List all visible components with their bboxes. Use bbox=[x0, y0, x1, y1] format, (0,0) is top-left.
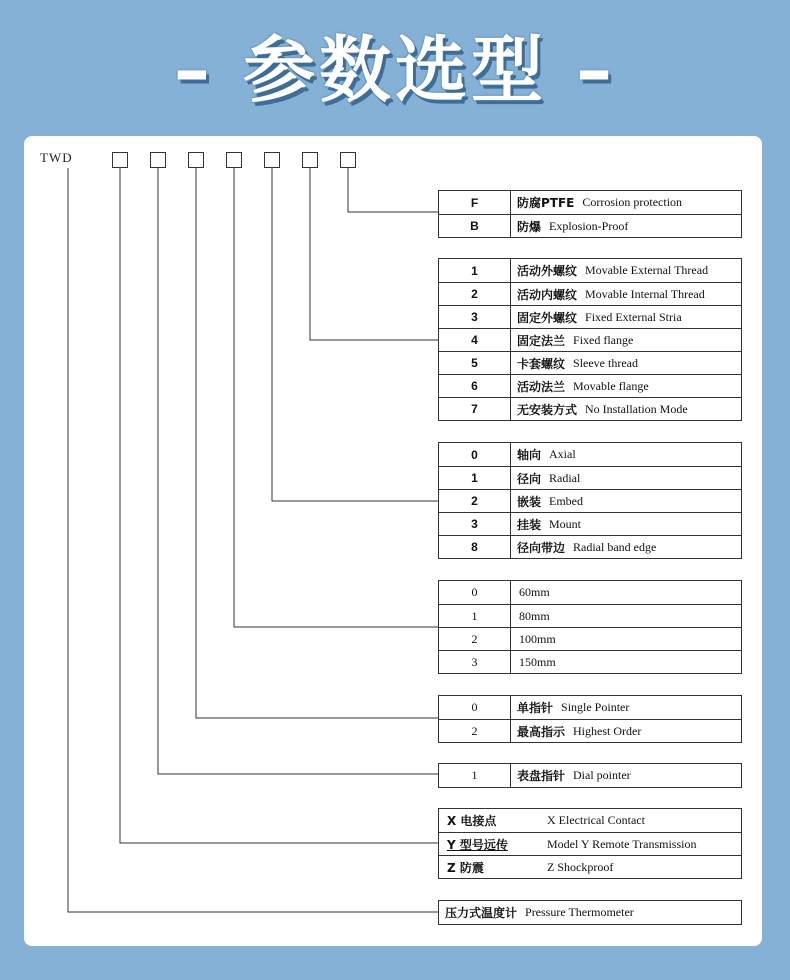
option-code: 7 bbox=[439, 398, 511, 420]
option-code: 6 bbox=[439, 375, 511, 397]
option-name-en: Pressure Thermometer bbox=[525, 905, 634, 919]
option-name-cn: 卡套螺纹 bbox=[517, 356, 566, 371]
connector-slot-5 bbox=[272, 168, 438, 501]
option-name-en: Radial band edge bbox=[573, 539, 657, 554]
option-code: 1 bbox=[439, 605, 511, 627]
option-name-en: Single Pointer bbox=[561, 700, 630, 714]
table-row bbox=[439, 512, 741, 535]
option-code: 1 bbox=[439, 467, 511, 489]
option-name-cn: 表盘指针 bbox=[517, 769, 566, 783]
table-row bbox=[439, 214, 741, 237]
option-code: 0 bbox=[439, 581, 511, 604]
option-code: F bbox=[439, 191, 511, 214]
option-name-en: Explosion-Proof bbox=[549, 218, 629, 233]
option-name-cn: 无安装方式 bbox=[517, 402, 578, 417]
option-name-cn: 活动法兰 bbox=[517, 379, 566, 394]
table-row bbox=[439, 489, 741, 512]
table-product bbox=[438, 900, 742, 925]
option-name-en: 60mm bbox=[519, 585, 550, 599]
option-name-en: Movable External Thread bbox=[585, 263, 709, 277]
table-pointer bbox=[438, 695, 742, 743]
option-name-en: Mount bbox=[549, 516, 582, 531]
option-name-en: Fixed External Stria bbox=[585, 309, 682, 324]
option-name-en: 80mm bbox=[519, 608, 550, 623]
option-code: 1 bbox=[439, 764, 511, 787]
connector-slot-2 bbox=[158, 168, 438, 774]
connector-slot-4 bbox=[234, 168, 438, 627]
option-code: 2 bbox=[439, 283, 511, 305]
option-code: 3 bbox=[439, 651, 511, 673]
connector-slot-7 bbox=[348, 168, 438, 212]
option-name-en: Model Y Remote Transmission bbox=[547, 836, 697, 851]
option-name-en: X Electrical Contact bbox=[547, 813, 645, 827]
option-name-cn: 径向带边 bbox=[517, 540, 566, 555]
table-protection bbox=[438, 190, 742, 238]
option-name-cn: 轴向 bbox=[517, 448, 542, 462]
option-code: 0 bbox=[439, 443, 511, 466]
option-code: Y 型号远传 bbox=[447, 837, 508, 852]
option-name-cn: 单指针 bbox=[517, 701, 554, 715]
table-row bbox=[439, 809, 741, 832]
table-row bbox=[439, 696, 741, 719]
option-name-en: Dial pointer bbox=[573, 768, 631, 782]
option-code: 3 bbox=[439, 306, 511, 328]
option-name-cn: 固定法兰 bbox=[517, 333, 566, 348]
option-name-en: No Installation Mode bbox=[585, 401, 688, 416]
table-row bbox=[439, 259, 741, 282]
option-name-cn: 径向 bbox=[517, 471, 542, 486]
connector-slot-6 bbox=[310, 168, 438, 340]
option-name-cn: 固定外螺纹 bbox=[517, 310, 578, 325]
table-row bbox=[439, 535, 741, 558]
option-name-en: Radial bbox=[549, 470, 581, 485]
table-row bbox=[439, 328, 741, 351]
option-code: 2 bbox=[439, 490, 511, 512]
table-row bbox=[439, 305, 741, 328]
option-code: 4 bbox=[439, 329, 511, 351]
table-row bbox=[439, 764, 741, 787]
option-name-en: Fixed flange bbox=[573, 332, 634, 347]
table-row bbox=[439, 443, 741, 466]
option-name-cn: 压力式温度计 bbox=[445, 906, 518, 920]
table-row bbox=[439, 650, 741, 673]
option-code: Z 防震 bbox=[447, 860, 484, 875]
table-row bbox=[439, 832, 741, 855]
option-name-cn: 活动内螺纹 bbox=[517, 287, 578, 302]
option-code: X 电接点 bbox=[447, 814, 497, 828]
option-code: B bbox=[439, 215, 511, 237]
table-dial-pointer bbox=[438, 763, 742, 788]
option-name-cn: 活动外螺纹 bbox=[517, 264, 578, 278]
table-row bbox=[439, 282, 741, 305]
table-direction bbox=[438, 442, 742, 559]
table-row bbox=[439, 466, 741, 489]
table-row bbox=[439, 604, 741, 627]
connector-slot-1 bbox=[120, 168, 438, 843]
option-name-en: 100mm bbox=[519, 631, 556, 646]
model-prefix: TWD bbox=[40, 150, 73, 165]
option-name-cn: 嵌装 bbox=[517, 494, 542, 509]
connector-slot-3 bbox=[196, 168, 438, 718]
option-name-en: 150mm bbox=[519, 654, 556, 669]
table-row bbox=[439, 719, 741, 742]
option-code: 1 bbox=[439, 259, 511, 282]
option-name-cn: 最高指示 bbox=[517, 724, 566, 739]
table-row bbox=[439, 374, 741, 397]
table-options bbox=[438, 808, 742, 879]
option-code: 0 bbox=[439, 696, 511, 719]
option-name-en: Sleeve thread bbox=[573, 355, 638, 370]
option-code: 5 bbox=[439, 352, 511, 374]
option-name-cn: 挂装 bbox=[517, 517, 542, 532]
option-name-en: Embed bbox=[549, 493, 584, 508]
option-code: 2 bbox=[439, 628, 511, 650]
table-row bbox=[439, 581, 741, 604]
table-row bbox=[439, 901, 741, 924]
option-name-cn: 防爆 bbox=[517, 219, 542, 234]
option-name-en: Z Shockproof bbox=[547, 859, 614, 874]
option-name-en: Movable Internal Thread bbox=[585, 286, 705, 301]
option-name-en: Movable flange bbox=[573, 378, 649, 393]
table-row bbox=[439, 191, 741, 214]
table-row bbox=[439, 627, 741, 650]
option-code: 2 bbox=[439, 720, 511, 742]
option-name-cn: 防腐PTFE bbox=[517, 196, 575, 210]
option-code: 8 bbox=[439, 536, 511, 558]
table-row bbox=[439, 351, 741, 374]
table-installation bbox=[438, 258, 742, 421]
option-name-en: Axial bbox=[549, 447, 576, 461]
connector-model bbox=[68, 168, 438, 912]
option-name-en: Highest Order bbox=[573, 723, 642, 738]
option-name-en: Corrosion protection bbox=[582, 195, 683, 209]
table-row bbox=[439, 397, 741, 420]
option-code: 3 bbox=[439, 513, 511, 535]
table-dial-size bbox=[438, 580, 742, 674]
selection-card bbox=[24, 136, 762, 946]
table-row bbox=[439, 855, 741, 878]
page-title: – 参数选型 – bbox=[173, 28, 617, 112]
